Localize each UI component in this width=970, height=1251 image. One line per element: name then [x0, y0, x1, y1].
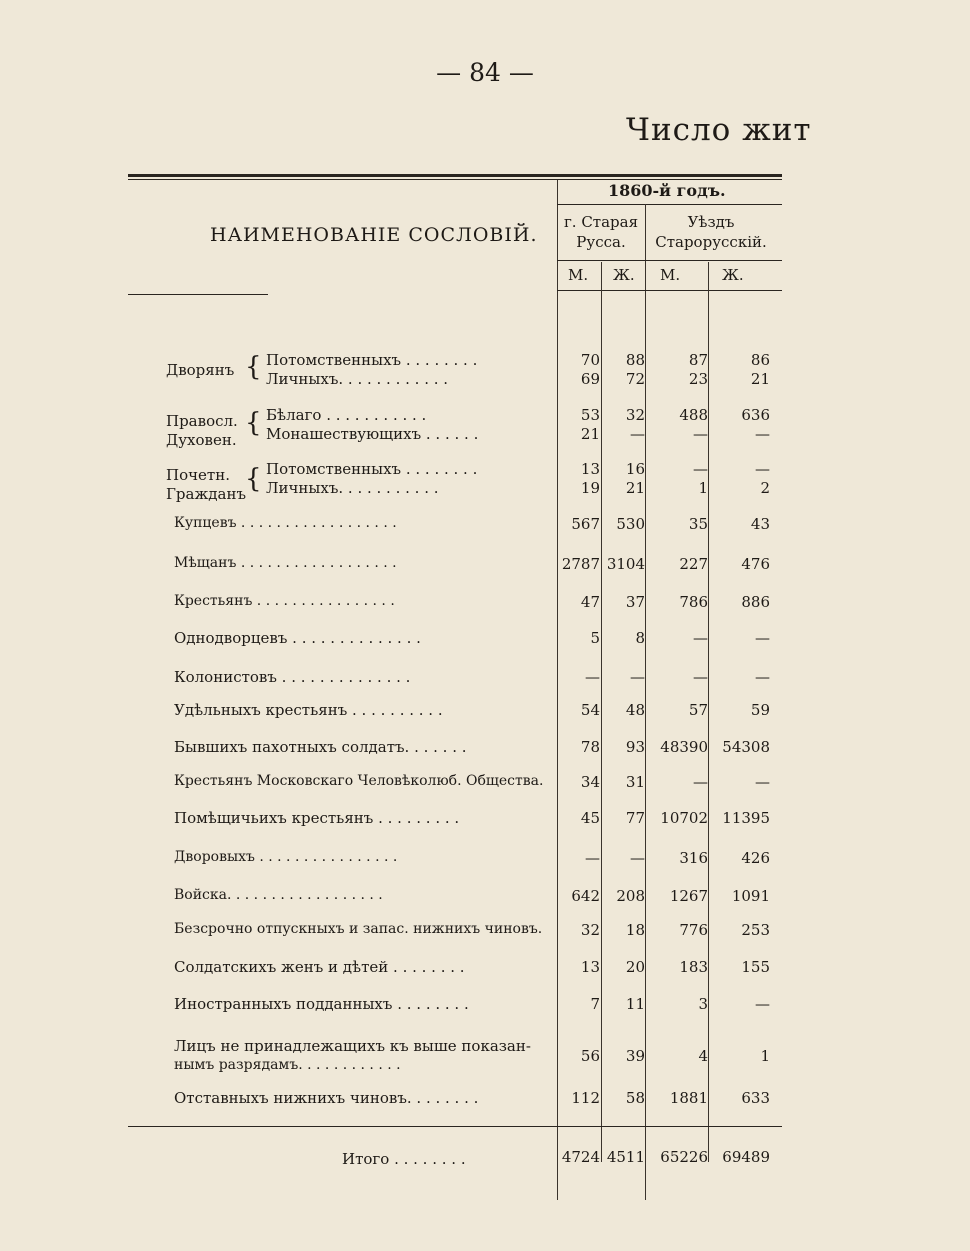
cell-value: 1881 [669, 1089, 708, 1107]
cell-value: 5 [590, 629, 600, 647]
cell-value: 16 [625, 460, 645, 478]
cell-value: 21 [625, 479, 645, 497]
top-rule-thin [128, 179, 782, 180]
cell-value: 88 [625, 351, 645, 369]
cell-value: — [630, 425, 645, 443]
cell-value: 530 [616, 515, 645, 533]
cell-value: 11395 [722, 809, 770, 827]
cell-value: 48 [625, 701, 645, 719]
row-label: Помѣщичьихъ крестьянъ . . . . . . . . . [174, 809, 460, 827]
cell-value: 208 [616, 887, 645, 905]
cell-value: 2787 [561, 555, 600, 573]
cell-value: — [693, 629, 708, 647]
cell-value: 488 [679, 406, 708, 424]
cell-value: 59 [750, 701, 770, 719]
cell-value: 78 [580, 738, 600, 756]
cell-value: — [693, 773, 708, 791]
cell-value: — [693, 460, 708, 478]
cell-value: 54308 [722, 738, 770, 756]
row-label: Лицъ не принадлежащихъ къ выше показан- [174, 1037, 531, 1055]
row-label: Колонистовъ . . . . . . . . . . . . . . [174, 668, 411, 686]
cell-value: 567 [571, 515, 600, 533]
cell-value: — [630, 668, 645, 686]
cell-value: 426 [741, 849, 770, 867]
total-value: 65226 [660, 1148, 708, 1166]
row-label: Бывшихъ пахотныхъ солдатъ. . . . . . . [174, 738, 467, 756]
cell-value: 633 [741, 1089, 770, 1107]
cell-value: 642 [571, 887, 600, 905]
cell-value: — [755, 773, 770, 791]
cell-value: 35 [688, 515, 708, 533]
cell-value: 18 [625, 921, 645, 939]
row-group-label: Дворянъ [166, 361, 235, 379]
cell-value: — [693, 668, 708, 686]
row-label-continued: нымъ разрядамъ. . . . . . . . . . . . [174, 1057, 401, 1073]
cell-value: 93 [625, 738, 645, 756]
cell-value: 45 [580, 809, 600, 827]
brace: { [245, 464, 262, 494]
row-label: Дворовыхъ . . . . . . . . . . . . . . . . [174, 849, 398, 865]
row-label: Однодворцевъ . . . . . . . . . . . . . . [174, 629, 421, 647]
total-value: 69489 [722, 1148, 770, 1166]
cell-value: — [630, 849, 645, 867]
page-heading: Число жит [626, 112, 812, 148]
cell-value: 53 [580, 406, 600, 424]
cell-value: — [585, 849, 600, 867]
cell-value: 1 [698, 479, 708, 497]
cell-value: 19 [580, 479, 600, 497]
cell-value: 13 [580, 958, 600, 976]
cell-value: 23 [688, 370, 708, 388]
cell-value: 183 [679, 958, 708, 976]
row-label: Солдатскихъ женъ и дѣтей . . . . . . . . [174, 958, 465, 976]
cell-value: 3104 [606, 555, 645, 573]
col-group-district: Уѣздъ Старорусскій. [655, 213, 767, 251]
cell-value: 253 [741, 921, 770, 939]
cell-value: 3 [698, 995, 708, 1013]
row-label: Личныхъ. . . . . . . . . . . . [266, 370, 449, 388]
cell-value: 476 [741, 555, 770, 573]
brace: { [245, 352, 262, 382]
col-label: Ж. [722, 266, 744, 284]
cell-value: 43 [750, 515, 770, 533]
total-value: 4724 [561, 1148, 600, 1166]
cell-value: 1 [760, 1047, 770, 1065]
cell-value: 776 [679, 921, 708, 939]
year-underline [557, 204, 782, 205]
brace: { [245, 408, 262, 438]
col-divider [557, 180, 558, 1200]
group-divider [645, 204, 646, 1200]
cell-value: 37 [625, 593, 645, 611]
subheader-underline [557, 260, 782, 261]
row-label: Личныхъ. . . . . . . . . . . [266, 479, 439, 497]
cell-value: 70 [580, 351, 600, 369]
page-number: — 84 — [436, 58, 534, 87]
cell-value: 155 [741, 958, 770, 976]
cell-value: 1267 [669, 887, 708, 905]
cell-value: 87 [688, 351, 708, 369]
row-label: Войска. . . . . . . . . . . . . . . . . . [174, 887, 383, 903]
cell-value: 10702 [660, 809, 708, 827]
cell-value: 69 [580, 370, 600, 388]
cell-value: 56 [580, 1047, 600, 1065]
row-label: Отставныхъ нижнихъ чиновъ. . . . . . . . [174, 1089, 479, 1107]
top-rule [128, 174, 782, 177]
year-label: 1860-й годъ. [608, 181, 726, 200]
total-rule [128, 1126, 782, 1127]
row-group-label: Почетн. [166, 466, 230, 484]
row-label: Крестьянъ . . . . . . . . . . . . . . . . [174, 593, 395, 609]
col-divider-m-zh-2 [708, 262, 709, 1162]
row-label: Бѣлаго . . . . . . . . . . . [266, 406, 427, 424]
row-label: Иностранныхъ подданныхъ . . . . . . . . [174, 995, 469, 1013]
cell-value: 4 [698, 1047, 708, 1065]
header-bottom-rule [557, 290, 782, 291]
cell-value: 886 [741, 593, 770, 611]
cell-value: 11 [625, 995, 645, 1013]
cell-value: — [755, 425, 770, 443]
cell-value: 21 [580, 425, 600, 443]
total-label: Итого . . . . . . . . [342, 1150, 466, 1168]
cell-value: 13 [580, 460, 600, 478]
col-group-city: г. Старая Русса. [563, 213, 639, 251]
row-label: Мѣщанъ . . . . . . . . . . . . . . . . . . [174, 555, 397, 571]
cell-value: 57 [688, 701, 708, 719]
cell-value: 47 [580, 593, 600, 611]
cell-value: — [755, 995, 770, 1013]
row-label: Потомственныхъ . . . . . . . . [266, 351, 478, 369]
cell-value: — [585, 668, 600, 686]
cell-value: 7 [590, 995, 600, 1013]
row-group-label: Духовен. [166, 431, 237, 449]
cell-value: 39 [625, 1047, 645, 1065]
cell-value: — [755, 460, 770, 478]
cell-value: 58 [625, 1089, 645, 1107]
row-group-label: Правосл. [166, 412, 238, 430]
col-label: М. [660, 266, 681, 284]
cell-value: 32 [580, 921, 600, 939]
header-left-rule [128, 294, 268, 295]
row-group-label: Гражданъ [166, 485, 246, 503]
cell-value: 227 [679, 555, 708, 573]
cell-value: 2 [760, 479, 770, 497]
cell-value: 31 [625, 773, 645, 791]
cell-value: 21 [750, 370, 770, 388]
row-label: Удѣльныхъ крестьянъ . . . . . . . . . . [174, 701, 443, 719]
cell-value: 48390 [660, 738, 708, 756]
cell-value: 34 [580, 773, 600, 791]
cell-value: — [755, 668, 770, 686]
cell-value: 54 [580, 701, 600, 719]
cell-value: 77 [625, 809, 645, 827]
cell-value: 636 [741, 406, 770, 424]
row-label: Безсрочно отпускныхъ и запас. нижнихъ чиновъ. [174, 921, 543, 937]
row-label: Монашествующихъ . . . . . . [266, 425, 479, 443]
row-label: Крестьянъ Московскаго Человѣколюб. Общества. [174, 773, 544, 789]
cell-value: 786 [679, 593, 708, 611]
cell-value: 8 [635, 629, 645, 647]
cell-value: — [693, 425, 708, 443]
header-title: НАИМЕНОВАНІЕ СОСЛОВІЙ. [210, 224, 538, 246]
cell-value: 1091 [731, 887, 770, 905]
col-label: Ж. [613, 266, 635, 284]
cell-value: 86 [750, 351, 770, 369]
row-label: Купцевъ . . . . . . . . . . . . . . . . . . [174, 515, 397, 531]
cell-value: 20 [625, 958, 645, 976]
cell-value: 72 [625, 370, 645, 388]
cell-value: — [755, 629, 770, 647]
cell-value: 112 [571, 1089, 600, 1107]
total-value: 4511 [606, 1148, 645, 1166]
col-label: М. [568, 266, 589, 284]
row-label: Потомственныхъ . . . . . . . . [266, 460, 478, 478]
cell-value: 316 [679, 849, 708, 867]
col-divider-m-zh-1 [601, 262, 602, 1162]
cell-value: 32 [625, 406, 645, 424]
